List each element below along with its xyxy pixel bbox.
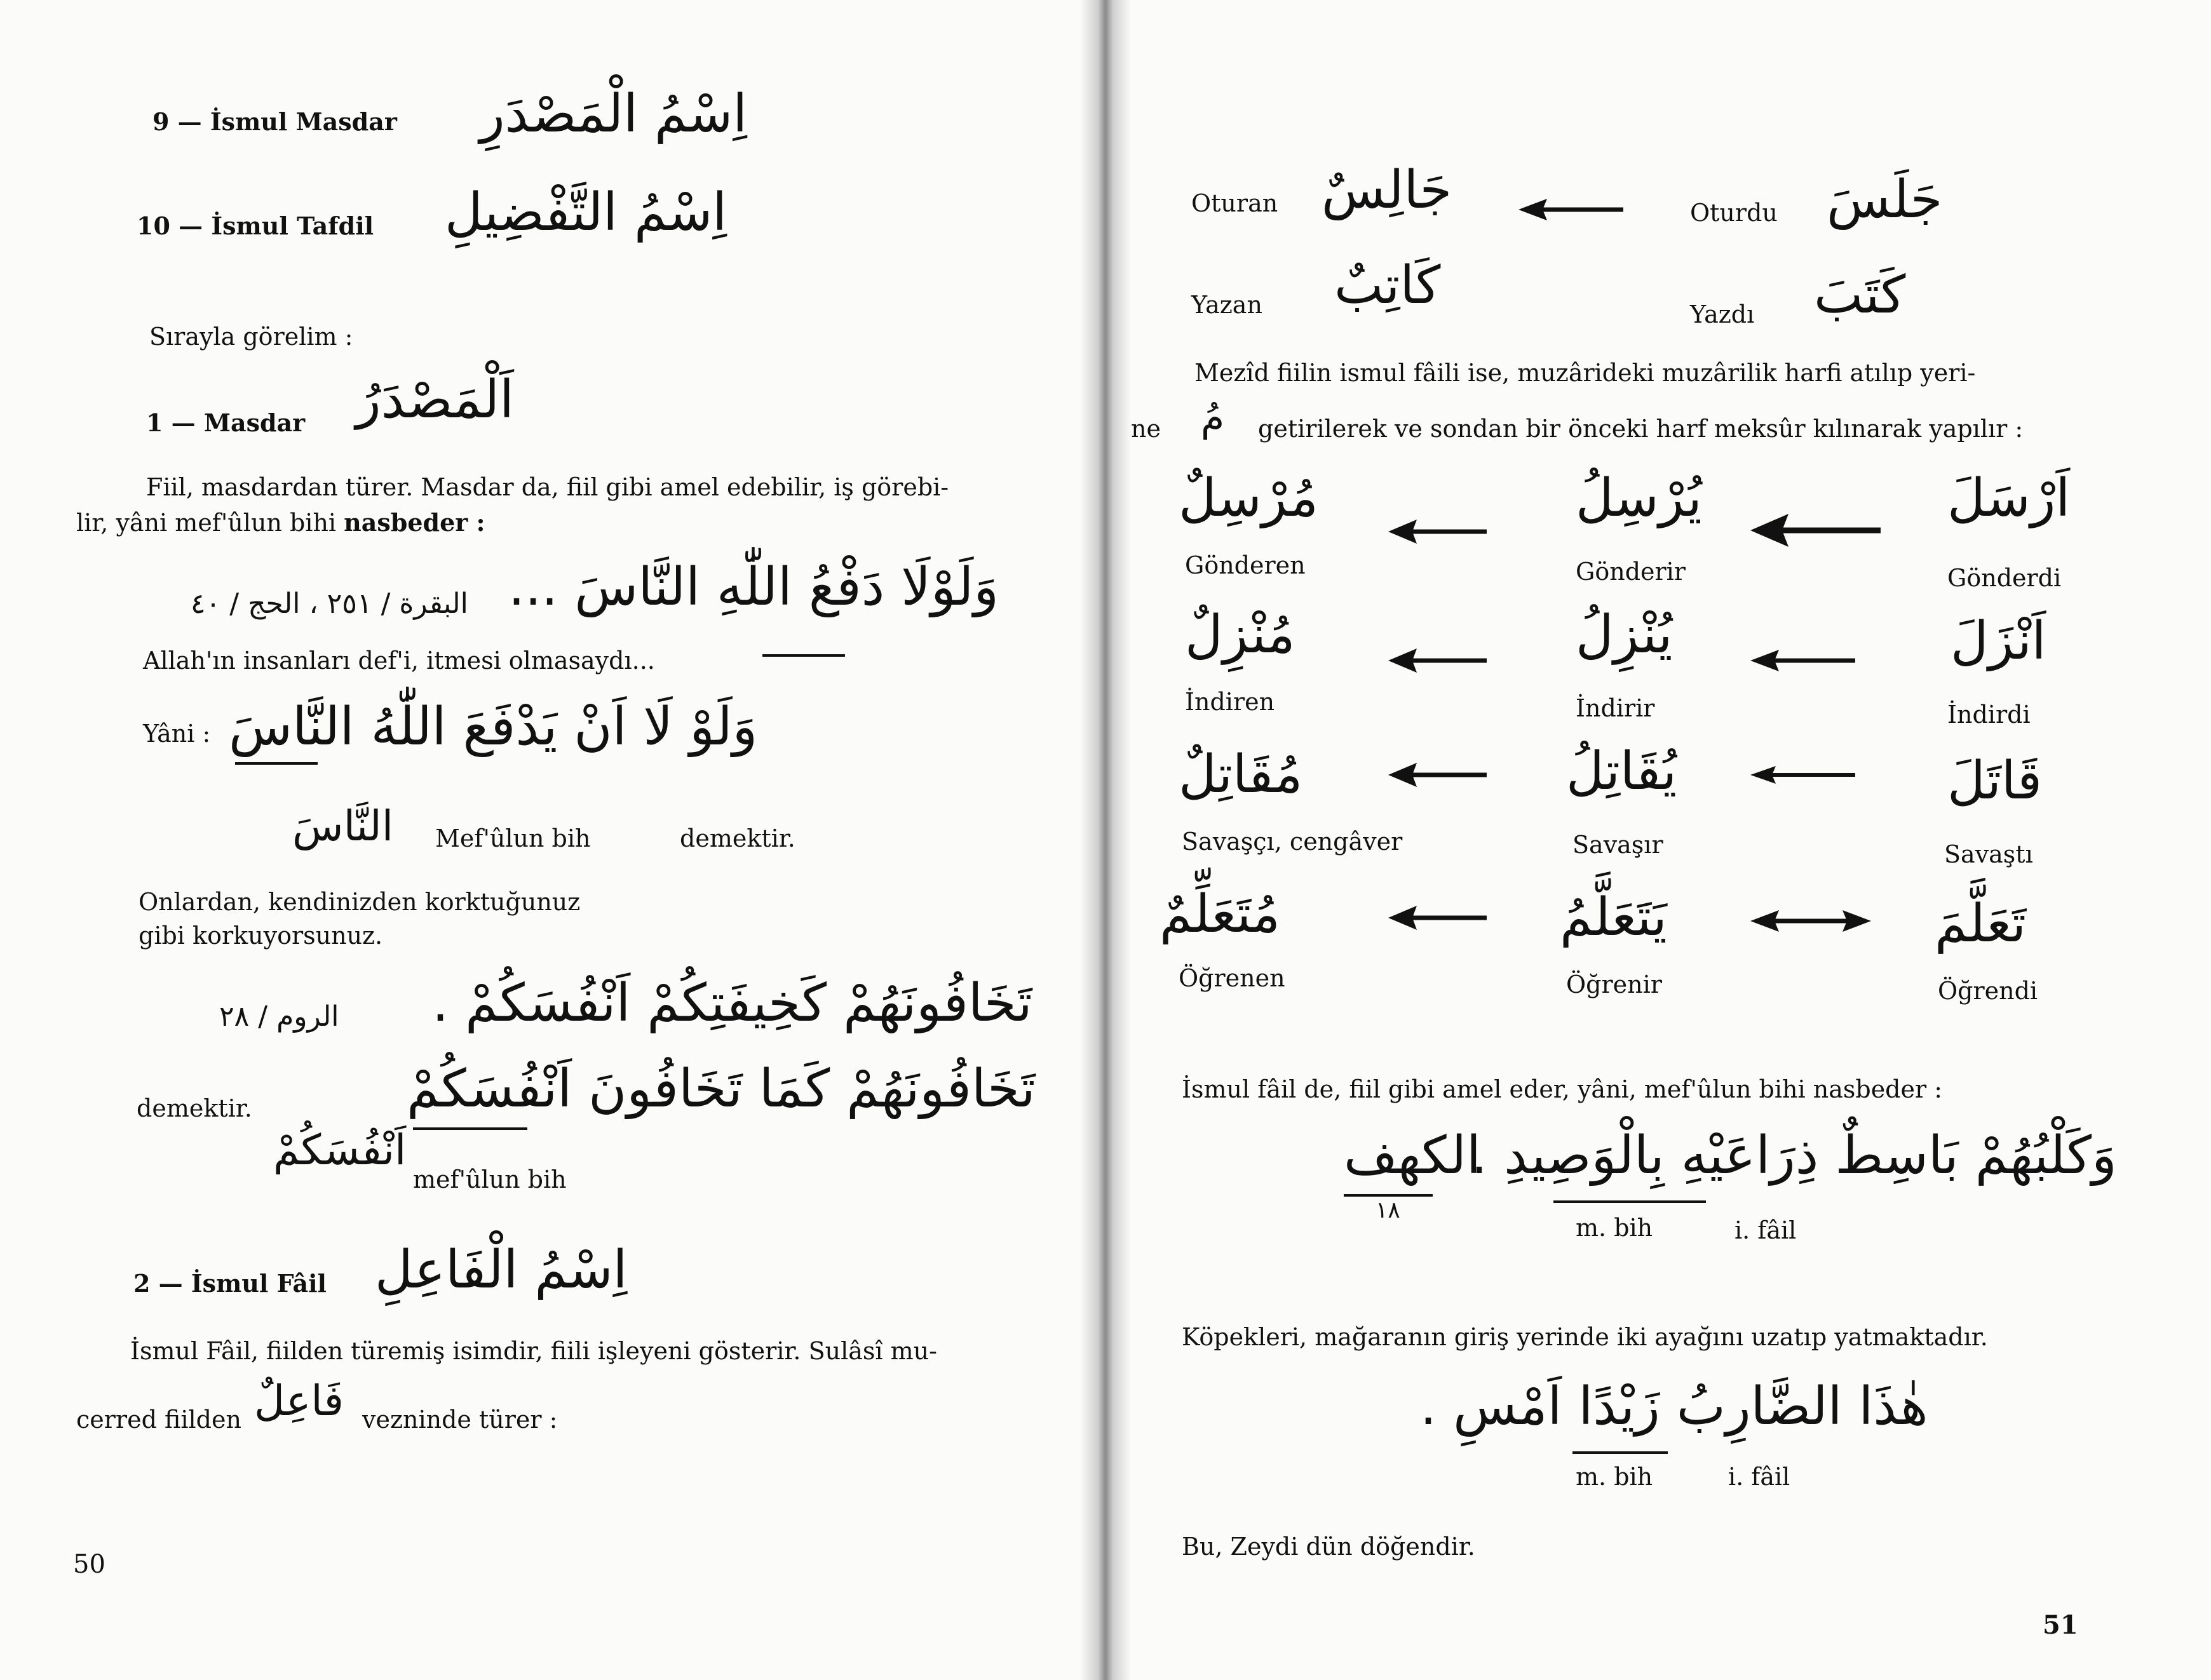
page-number-right: 51: [2043, 1610, 2078, 1640]
row2-col3-label: İndirdi: [1947, 701, 2031, 729]
row3-col1-label: Savaşçı, cengâver: [1182, 828, 1403, 856]
allah-translation: Allah'ın insanları def'i, itmesi olmasaydı...: [143, 647, 655, 675]
kopekleri-text: Köpekleri, mağaranın giriş yerinde iki ayağını uzatıp yatmaktadır.: [1182, 1323, 1988, 1351]
item10-arabic: اِسْمُ التَّفْضِيلِ: [445, 182, 727, 243]
row4-col1-label: Öğrenen: [1179, 964, 1285, 992]
verse1-reference: البقرة / ٢٥١ ، الحج / ٤٠: [191, 588, 468, 620]
mezid-text-2: getirilerek ve sondan bir önceki harf meksûr kılınarak yapılır :: [1258, 415, 2024, 443]
fail-text-2b: vezninde türer :: [362, 1406, 558, 1434]
yani-arabic: وَلَوْ لَا اَنْ يَدْفَعَ اللّٰهُ النَّاسَ: [229, 697, 758, 757]
verse3-number: ١٨: [1376, 1197, 1400, 1223]
item10-label: 10 — İsmul Tafdil: [137, 212, 374, 240]
demektir-label-1: demektir.: [680, 824, 795, 852]
fail-text-2a: cerred fiilden: [76, 1406, 241, 1434]
nas-arabic: النَّاسَ: [292, 802, 394, 850]
row2-col1-arabic: مُنْزِلٌ: [1185, 605, 1295, 665]
oturan-label: Oturan: [1191, 189, 1278, 217]
left-page: [0, 0, 1102, 1680]
row3-col3-arabic: قَاتَلَ: [1947, 751, 2043, 811]
yani-label: Yâni :: [143, 720, 211, 748]
row4-col2-label: Öğrenir: [1566, 971, 1662, 998]
fail-paragraph: [76, 1334, 1048, 1369]
masdar-paragraph: [76, 470, 1048, 541]
m-bih-label-1: m. bih: [1576, 1214, 1653, 1242]
verse3-reference: الكهف: [1344, 1126, 1481, 1186]
yazan-arabic: كَاتِبٌ: [1334, 255, 1441, 316]
yazdi-label: Yazdı: [1690, 300, 1755, 328]
row3-col1-arabic: مُقَاتِلٌ: [1179, 744, 1303, 805]
row4-col2-arabic: يَتَعَلَّمُ: [1560, 887, 1667, 948]
row1-col3-arabic: اَرْسَلَ: [1947, 468, 2071, 528]
verse3-ref-underline: [1344, 1194, 1433, 1197]
verse1-underline: [762, 654, 845, 657]
arrow-left-icon: [1750, 762, 1858, 788]
sirayla-gorelim: Sırayla görelim :: [149, 323, 353, 351]
demektir-label-2: demektir.: [137, 1094, 252, 1122]
right-page: [1102, 0, 2211, 1680]
oturdu-arabic: جَلَسَ: [1827, 170, 1943, 230]
arrow-left-icon: [1750, 645, 1858, 676]
mefulun-bih-label: Mef'ûlun bih: [435, 824, 591, 852]
arrow-left-icon: [1750, 511, 1884, 549]
yazan-label: Yazan: [1191, 291, 1262, 319]
onlardan-line-1: Onlardan, kendinizden korktuğunuz: [139, 888, 581, 916]
row1-col1-arabic: مُرْسِلٌ: [1179, 468, 1318, 528]
anfusakum-arabic: اَنْفُسَكُمْ: [273, 1126, 407, 1174]
row1-col3-label: Gönderdi: [1947, 564, 2062, 592]
i-fail-label-1: i. fâil: [1734, 1216, 1797, 1244]
item9-arabic: اِسْمُ الْمَصْدَرِ: [480, 84, 748, 144]
fail-arabic: فَاعِلٌ: [254, 1376, 344, 1425]
row2-col1-label: İndiren: [1185, 688, 1275, 716]
ismul-fail-text: İsmul fâil de, fiil gibi amel eder, yâni, mef'ûlun bihi nasbeder :: [1182, 1075, 1943, 1103]
arrow-left-icon: [1388, 902, 1490, 934]
verse2-reference: الروم / ٢٨: [219, 1000, 339, 1033]
masdar-label: 1 — Masdar: [146, 408, 306, 437]
row4-col3-label: Öğrendi: [1938, 977, 2038, 1005]
verse4-underline: [1572, 1451, 1668, 1454]
onlardan-line-2: gibi korkuyorsunuz.: [139, 922, 383, 950]
mezid-mim: مُ: [1201, 396, 1225, 440]
ismul-fail-label: 2 — İsmul Fâil: [133, 1269, 327, 1298]
row2-col2-arabic: يُنْزِلُ: [1576, 605, 1673, 665]
mezid-text-1: Mezîd fiilin ismul fâili ise, muzârideki muzârilik harfi atılıp yeri-: [1194, 359, 1976, 387]
row2-col3-arabic: اَنْزَلَ: [1951, 611, 2046, 671]
masdar-text-1: Fiil, masdardan türer. Masdar da, fiil gibi amel edebilir, iş görebi-: [146, 473, 949, 501]
row1-col2-arabic: يُرْسِلُ: [1576, 468, 1702, 528]
arrow-left-icon: [1388, 759, 1490, 791]
row2-col2-label: İndirir: [1576, 694, 1655, 722]
verse4-arabic: هٰذَا الضَّارِبُ زَيْدًا اَمْسِ .: [1420, 1376, 1928, 1437]
verse3-arabic: وَكَلْبُهُمْ بَاسِطٌ ذِرَاعَيْهِ بِالْوَصِيدِ .: [1471, 1126, 2117, 1186]
verse2-arabic: تَخَافُونَهُمْ كَخِيفَتِكُمْ اَنْفُسَكُمْ .: [432, 973, 1032, 1033]
row3-col3-label: Savaştı: [1944, 840, 2033, 868]
i-fail-label-2: i. fâil: [1728, 1463, 1790, 1491]
verse3-underline: [1553, 1200, 1706, 1203]
item9-label: 9 — İsmul Masdar: [152, 107, 397, 136]
row3-col2-arabic: يُقَاتِلُ: [1566, 741, 1677, 802]
book-gutter: [1080, 0, 1131, 1680]
page-number-left: 50: [73, 1550, 105, 1579]
arrow-left-icon: [1518, 194, 1626, 225]
fail-text-1: İsmul Fâil, fiilden türemiş isimdir, fiili işleyeni gösterir. Sulâsî mu-: [130, 1337, 937, 1365]
row4-col1-arabic: مُتَعَلِّمٌ: [1160, 884, 1280, 944]
arrow-left-icon: [1388, 516, 1490, 548]
mezid-paragraph: [1131, 356, 2173, 391]
mezid-ne: ne: [1131, 415, 1161, 443]
masdar-text-2: lir, yâni mef'ûlun bihi nasbeder :: [76, 508, 485, 537]
mefulun-bih-label-2: mef'ûlun bih: [413, 1166, 567, 1193]
verse2b-arabic: تَخَافُونَهُمْ كَمَا تَخَافُونَ اَنْفُسَكُمْ: [407, 1059, 1036, 1119]
verse1-arabic: وَلَوْلَا دَفْعُ اللّٰهِ النَّاسَ ...: [508, 557, 999, 617]
row3-col2-label: Savaşır: [1572, 831, 1663, 859]
oturdu-label: Oturdu: [1690, 199, 1778, 227]
m-bih-label-2: m. bih: [1576, 1463, 1653, 1491]
row1-col2-label: Gönderir: [1576, 558, 1686, 586]
row4-col3-arabic: تَعَلَّمَ: [1935, 894, 2027, 954]
row1-col1-label: Gönderen: [1185, 551, 1306, 579]
yazdi-arabic: كَتَبَ: [1814, 265, 1906, 325]
bu-zeydi-text: Bu, Zeydi dün döğendir.: [1182, 1533, 1475, 1561]
verse2b-underline: [413, 1127, 527, 1130]
yani-underline: [235, 762, 318, 765]
ismul-fail-arabic: اِسْمُ الْفَاعِلِ: [375, 1240, 628, 1300]
arrow-double-icon: [1750, 905, 1871, 937]
arrow-left-icon: [1388, 645, 1490, 676]
masdar-arabic: اَلْمَصْدَرُ: [356, 370, 514, 430]
oturan-arabic: جَالِسٌ: [1322, 160, 1452, 220]
